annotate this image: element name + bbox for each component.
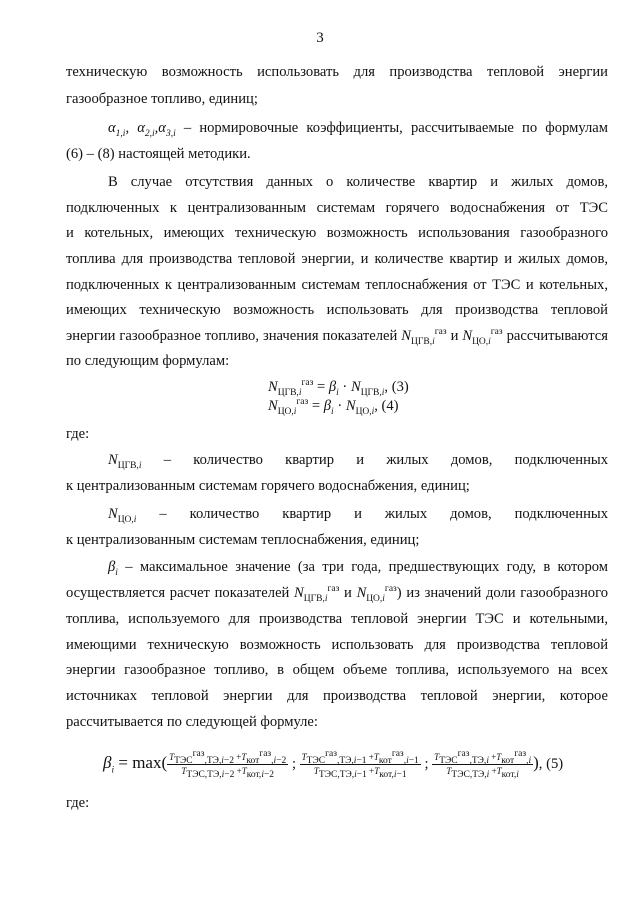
paragraph-line: осуществляется расчет показателей $N_{ЦГВ,i}^{газ}$ и $N_{ЦО,i}^{газ}$) из значений доли газообразного — [66, 584, 609, 604]
definition-ngvs: $N_{ЦГВ,i}$ – количество квартир и жилых домов, подключенных — [108, 452, 608, 471]
paragraph-line: и котельных, имеющих техническую возможность использования газообразного — [66, 225, 608, 241]
equation-label: (4) — [381, 398, 399, 414]
equation-label: (3) — [391, 379, 409, 395]
where-label: где: — [66, 795, 90, 811]
paragraph-line: энергии газообразное топливо, значения показателей $N_{ЦГВ,i}^{газ}$ и $N_{ЦО,i}^{газ}$ рассчитываются — [66, 327, 608, 347]
formula-5: $\beta_i = \max$( $\frac{T_{ТЭС}^{газ}_{,ТЭ,i-2} +T_{кот}^{газ}_{,i-2}}{T_{ТЭС,ТЭ,i-2} +T_{кот,i-2}}$ ; $\frac{T_{ТЭС}^{газ}_{,ТЭ,i-1} +T_{кот}^{газ}_{,i-1}}{T_{ТЭС,ТЭ,i-1} +T_{кот,i-1}}$ ; $\frac{T_{ТЭС}^{газ}_{,ТЭ,i} +T_{кот}^{газ}_{,i}}{T_{ТЭС,ТЭ,i} +T_{кот,i}}$ ), (5) — [103, 749, 564, 780]
text-span: и — [446, 328, 463, 344]
page-number: 3 — [316, 30, 324, 46]
formula-4: $N_{ЦО,i}^{газ} = \beta_i \cdot N_{ЦО,i}$, (4) — [268, 397, 399, 417]
text-line: рассчитывается по следующей формуле: — [66, 714, 318, 730]
paragraph-line: топлива, используемого для производства тепловой энергии ТЭС и котельными, — [66, 611, 608, 627]
definition-beta: $\beta_i$ – максимальное значение (за три года, предшествующих году, в котором — [108, 559, 608, 578]
text-span: рассчитываются — [502, 328, 608, 344]
text-span: – количество квартир и жилых домов, подключенных — [141, 452, 608, 468]
text-line: к централизованным системам теплоснабжения, единиц; — [66, 532, 420, 548]
equation-label: (5) — [546, 755, 564, 772]
paragraph-line: В случае отсутствия данных о количестве квартир и жилых домов, — [108, 174, 608, 190]
paragraph-line: энергии газообразное топливо, в общем объеме топлива, используемого на всех — [66, 662, 608, 678]
text-span: – максимальное значение (за три года, предшествующих году, в котором — [117, 559, 608, 575]
paragraph-line: имеющих техническую возможность использовать для производства тепловой — [66, 302, 608, 318]
text-line: (6) – (8) настоящей методики. — [66, 146, 251, 162]
text-line: техническую возможность использовать для производства тепловой энергии — [66, 64, 608, 80]
text-span: энергии газообразное топливо, значения показателей — [66, 328, 402, 344]
text-line: к централизованным системам горячего водоснабжения, единиц; — [66, 478, 470, 494]
where-label: где: — [66, 426, 90, 442]
paragraph-line: подключенных к централизованным системам теплоснабжения от ТЭС и котельных, — [66, 277, 608, 293]
text-span: ) из значений доли газообразного — [396, 585, 609, 601]
paragraph-line: топлива для производства тепловой энергии, и количестве квартир и жилых домов, — [66, 251, 608, 267]
definition-nco: $N_{ЦО,i}$ – количество квартир и жилых домов, подключенных — [108, 506, 608, 525]
coefficients-definition — [108, 118, 608, 138]
alpha-symbols: $\alpha_{1,i}$, $\alpha_{2,i},\alpha_{3,i}$ — [108, 120, 176, 139]
paragraph-line: имеющими техническую возможность использовать для производства тепловой — [66, 637, 608, 653]
formula-3: $N_{ЦГВ,i}^{газ} = \beta_i \cdot N_{ЦГВ,i}$, (3) — [268, 378, 409, 398]
text-span: – нормировочные коэффициенты, рассчитываемые по формулам — [175, 120, 608, 136]
paragraph-line: подключенных к централизованным системам горячего водоснабжения от ТЭС — [66, 200, 608, 216]
text-line: газообразное топливо, единиц; — [66, 91, 258, 107]
text-span: – количество квартир и жилых домов, подключенных — [136, 506, 608, 522]
text-line: по следующим формулам: — [66, 353, 230, 369]
paragraph-line: источниках тепловой энергии для производства тепловой энергии, которое — [66, 688, 608, 704]
text-span: и — [339, 585, 357, 601]
text-span: осуществляется расчет показателей — [66, 585, 295, 601]
